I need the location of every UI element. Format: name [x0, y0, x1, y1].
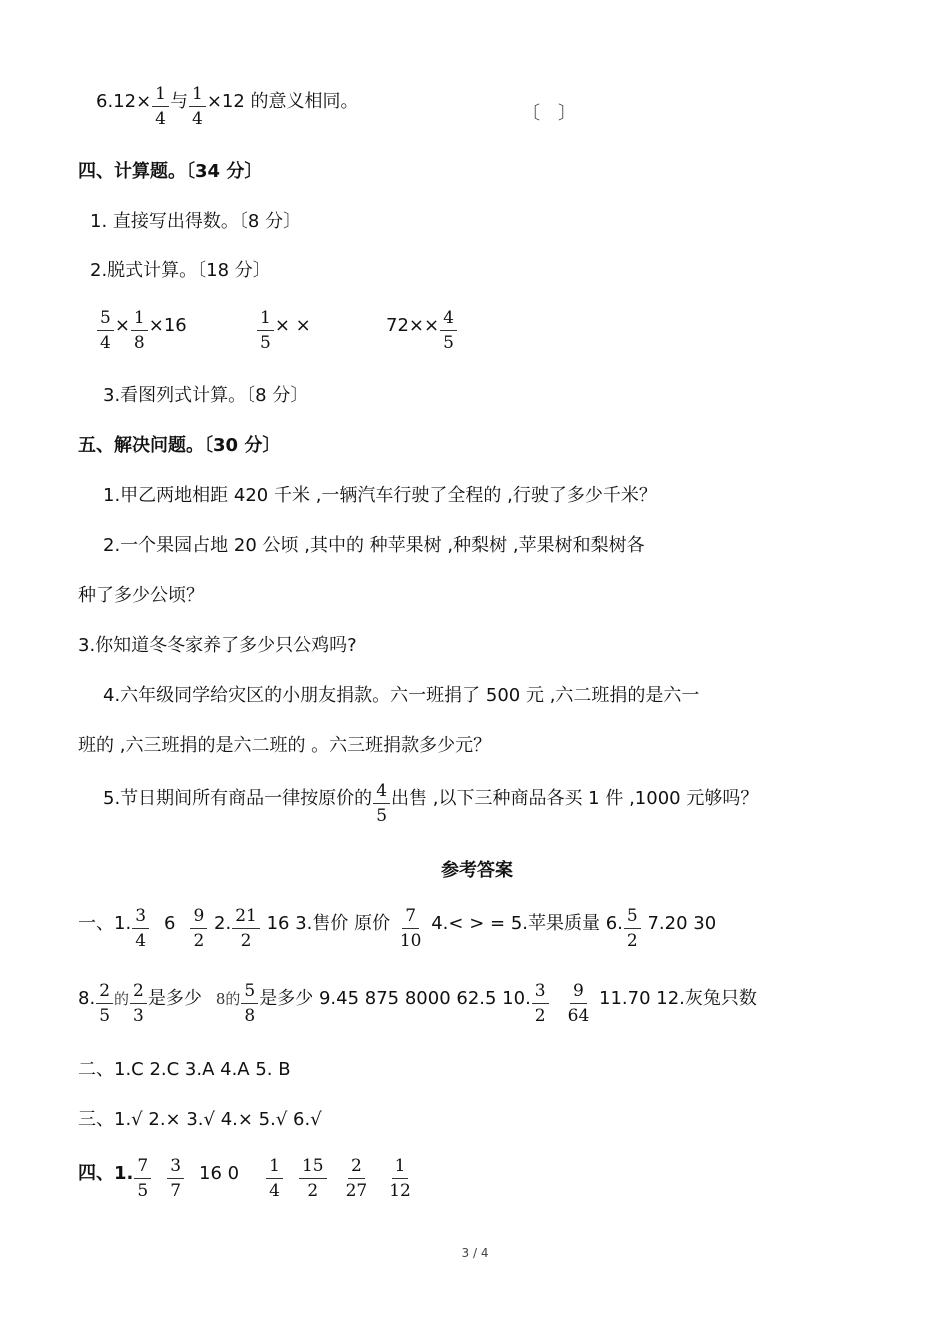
expression-1: $\frac{5}{4}$ × $\frac{1}{8}$ ×16 — [96, 298, 187, 354]
fraction: $\frac{5}{8}$ — [241, 982, 258, 1026]
problem-4-line2: 班的 ,六三班捐的是六二班的 。六三班捐款多少元？ — [78, 735, 492, 756]
page-number: 3 / 4 — [461, 1246, 489, 1260]
fraction: $\frac{4}{5}$ — [440, 309, 457, 353]
answers-line-3: 二、1.C 2.C 3.A 4.A 5. B — [78, 1059, 291, 1080]
fraction: $\frac{15}{2}$ — [299, 1157, 327, 1201]
fraction: $\frac{7}{10}$ — [399, 906, 422, 951]
text: ×12 的意义相同。 — [206, 91, 359, 112]
section-4-q2: 2.脱式计算。〔18 分〕 — [90, 260, 271, 281]
section-5-heading: 五、解决问题。〔30 分〕 — [78, 435, 281, 456]
fraction: $\frac{5}{4}$ — [97, 309, 114, 353]
fraction: $\frac{9}{2}$ — [190, 907, 207, 951]
fraction: $\frac{1}{4}$ — [152, 85, 169, 129]
fraction: $\frac{2}{27}$ — [345, 1156, 368, 1201]
fraction: $\frac{5}{2}$ — [624, 907, 641, 951]
section-4-heading: 四、计算题。〔34 分〕 — [78, 161, 263, 182]
fraction: $\frac{3}{7}$ — [167, 1157, 184, 1201]
fraction: $\frac{21}{2}$ — [232, 907, 260, 951]
fraction: $\frac{3}{4}$ — [132, 907, 149, 951]
answers-line-2: 8. $\frac{2}{5}$ 的 $\frac{2}{3}$ 是多少 8的 $\frac{5}{8}$ 是多少 9.45 875 8000 62.5 10. $\frac{3}{2}$ $\frac{9}{64}$ 11.70 12.灰兔只数 — [78, 981, 757, 1026]
judgement-item-6 — [96, 74, 359, 130]
fraction: $\frac{2}{5}$ — [96, 982, 113, 1026]
text: 6.12× — [96, 91, 152, 112]
fraction: $\frac{3}{2}$ — [532, 982, 549, 1026]
fraction: $\frac{1}{12}$ — [389, 1156, 411, 1201]
fraction: $\frac{1}{4}$ — [189, 85, 206, 129]
fraction: $\frac{9}{64}$ — [567, 981, 590, 1026]
fraction: $\frac{1}{4}$ — [266, 1157, 283, 1201]
problem-1: 1.甲乙两地相距 420 千米 ,一辆汽车行驶了全程的 ,行驶了多少千米？ — [103, 485, 657, 506]
problem-2-line1: 2.一个果园占地 20 公顷 ,其中的 种苹果树 ,种梨树 ,苹果树和梨树各 — [103, 535, 645, 556]
expression-2: $\frac{1}{5}$ × × — [256, 298, 311, 354]
expression-3: 72×× $\frac{4}{5}$ — [386, 298, 458, 354]
text: 与 — [170, 91, 188, 112]
fraction: $\frac{4}{5}$ — [373, 782, 390, 826]
problem-4-line1: 4.六年级同学给灾区的小朋友捐款。六一班捐了 500 元 ,六二班捐的是六一 — [103, 685, 700, 706]
fraction: $\frac{1}{8}$ — [131, 309, 148, 353]
fraction: $\frac{1}{5}$ — [257, 309, 274, 353]
answers-title: 参考答案 — [441, 860, 513, 881]
section-4-q3: 3.看图列式计算。〔8 分〕 — [103, 385, 309, 406]
fraction: $\frac{2}{3}$ — [130, 982, 147, 1026]
section-4-q1: 1. 直接写出得数。〔8 分〕 — [90, 211, 302, 232]
answers-line-5: 四、1. $\frac{7}{5}$ $\frac{3}{7}$ 16 0 $\frac{1}{4}$ $\frac{15}{2}$ $\frac{2}{27}$ $\frac{1}{12}$ — [78, 1146, 415, 1202]
problem-2-line2: 种了多少公顷？ — [78, 585, 204, 606]
fraction: $\frac{7}{5}$ — [134, 1157, 151, 1201]
answers-line-1: 一、1. $\frac{3}{4}$ 6 $\frac{9}{2}$ 2. $\frac{21}{2}$ 16 3.售价 原价 $\frac{7}{10}$ 4.< > = 5.苹果质量 6. $\frac{5}{2}$ 7.20 30 — [78, 906, 717, 951]
problem-5: 5.节日期间所有商品一律按原价的 $\frac{4}{5}$ 出售 ,以下三种商品各买 1 件 ,1000 元够吗？ — [103, 781, 759, 826]
problem-3: 3.你知道冬冬家养了多少只公鸡吗? — [78, 635, 357, 656]
answers-line-4: 三、1.√ 2.× 3.√ 4.× 5.√ 6.√ — [78, 1109, 322, 1130]
answer-bracket[interactable]: 〔 〕 — [522, 103, 576, 124]
